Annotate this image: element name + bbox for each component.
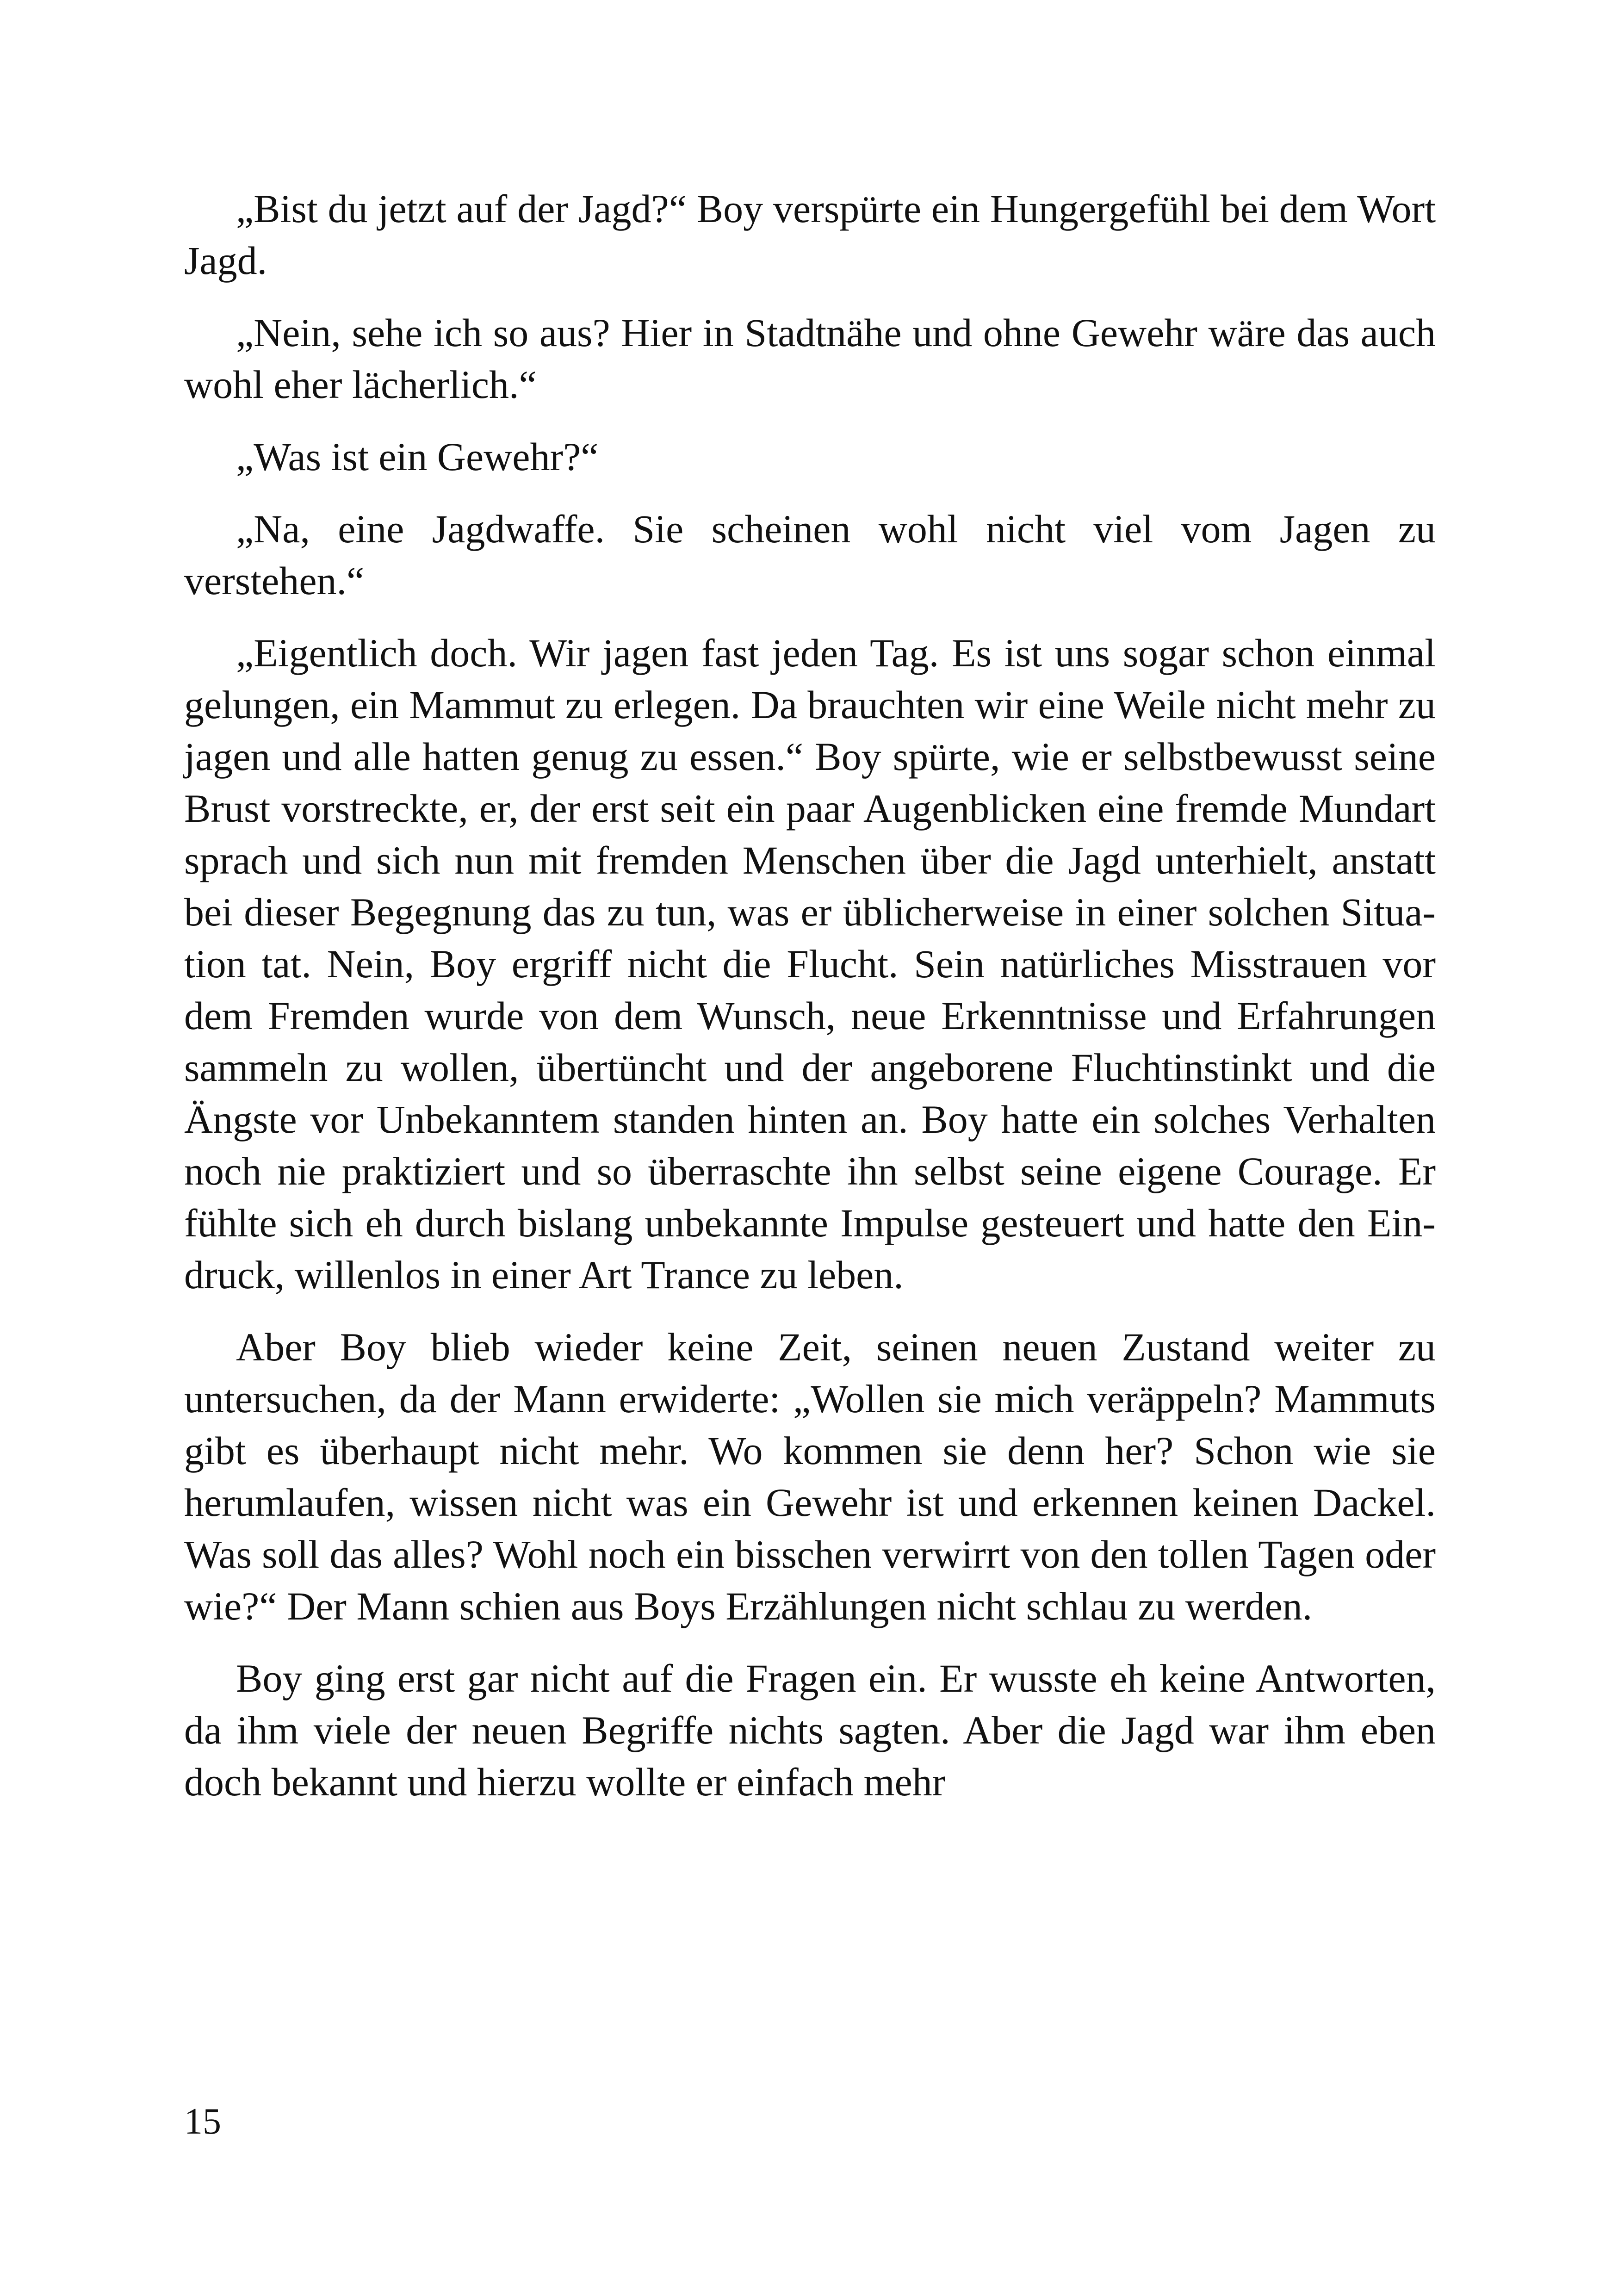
paragraph: „Bist du jetzt auf der Jagd?“ Boy verspürte ein Hungergefühl bei dem Wort Jagd. <box>184 186 1436 283</box>
paragraph: „Eigentlich doch. Wir jagen fast jeden Tag. Es ist uns sogar schon einmal gelungen, ein Mammut zu erlegen. Da brauchten wir eine Weile nicht mehr zu jagen und alle hatten genug zu essen.“ Boy spürte, wie er selbstbewusst seine Brust vorstreckte, er, der erst seit ein paar Augenblicken eine fremde Mundart sprach und sich nun mit fremden Menschen über die Jagd unterhielt, anstatt bei dieser Begegnung das zu tun, was er üblicherweise in einer solchen Situation tat. Nein, Boy ergriff nicht die Flucht. Sein natürliches Misstrauen vor dem Fremden wurde von dem Wunsch, neue Erkenntnisse und Erfahrungen sammeln zu wollen, übertüncht und der angeborene Fluchtinstinkt und die Ängste vor Unbekanntem standen hinten an. Boy hatte ein solches Verhalten noch nie praktiziert und so überraschte ihn selbst seine eigene Courage. Er fühlte sich eh durch bislang unbekannte Impulse gesteuert und hatte den Eindruck, willenlos in einer Art Trance zu leben. <box>184 631 1436 1297</box>
paragraph: „Nein, sehe ich so aus? Hier in Stadtnähe und ohne Gewehr wäre das auch wohl eher lächerlich.“ <box>184 310 1436 407</box>
body-text <box>184 183 1436 1828</box>
page-number: 15 <box>184 2101 221 2142</box>
paragraph: „Was ist ein Gewehr?“ <box>236 434 599 479</box>
paragraph: Aber Boy blieb wieder keine Zeit, seinen neuen Zustand weiter zu untersuchen, da der Mann erwiderte: „Wollen sie mich veräppeln? Mammuts gibt es überhaupt nicht mehr. Wo kommen sie denn her? Schon wie sie herumlaufen, wissen nicht was ein Gewehr ist und erkennen keinen Dackel. Was soll das alles? Wohl noch ein bisschen verwirrt von den tollen Tagen oder wie?“ Der Mann schien aus Boys Erzählungen nicht schlau zu werden. <box>184 1325 1436 1628</box>
paragraph: Boy ging erst gar nicht auf die Fragen ein. Er wusste eh keine Antworten, da ihm viele der neuen Begriffe nichts sagten. Aber die Jagd war ihm eben doch bekannt und hierzu wollte er einfach mehr <box>184 1656 1436 1804</box>
paragraph: „Na, eine Jagdwaffe. Sie scheinen wohl nicht viel vom Jagen zu verstehen.“ <box>184 507 1436 603</box>
